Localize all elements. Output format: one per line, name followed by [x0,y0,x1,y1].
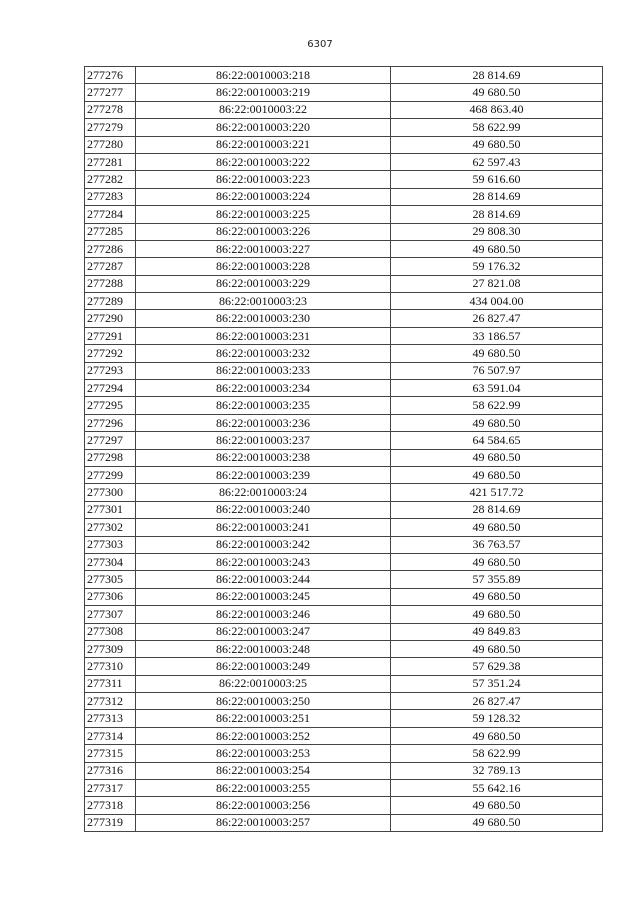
cadastral-number-cell: 86:22:0010003:238 [136,449,391,466]
row-id-cell: 277294 [85,380,136,397]
cadastral-number-cell: 86:22:0010003:254 [136,762,391,779]
cadastral-number-cell: 86:22:0010003:242 [136,536,391,553]
table-row [85,449,603,466]
table-row [85,380,603,397]
table-row [85,362,603,379]
cadastral-number-cell: 86:22:0010003:230 [136,310,391,327]
row-id-cell: 277297 [85,432,136,449]
cadastral-number-cell: 86:22:0010003:234 [136,380,391,397]
table-row [85,293,603,310]
table-row [85,536,603,553]
cadastral-value-cell: 63 591.04 [391,380,603,397]
table-row [85,206,603,223]
cadastral-number-cell: 86:22:0010003:235 [136,397,391,414]
cadastral-value-cell: 57 629.38 [391,658,603,675]
row-id-cell: 277319 [85,814,136,831]
cadastral-value-cell: 33 186.57 [391,327,603,344]
row-id-cell: 277318 [85,797,136,814]
cadastral-value-cell: 49 680.50 [391,797,603,814]
cadastral-number-cell: 86:22:0010003:232 [136,345,391,362]
table-row [85,675,603,692]
row-id-cell: 277314 [85,727,136,744]
cadastral-value-cell: 58 622.99 [391,745,603,762]
cadastral-value-cell: 57 355.89 [391,571,603,588]
cadastral-value-cell: 49 680.50 [391,240,603,257]
cadastral-value-cell: 28 814.69 [391,501,603,518]
cadastral-number-cell: 86:22:0010003:233 [136,362,391,379]
row-id-cell: 277316 [85,762,136,779]
cadastral-value-cell: 62 597.43 [391,153,603,170]
cadastral-number-cell: 86:22:0010003:229 [136,275,391,292]
cadastral-number-cell: 86:22:0010003:245 [136,588,391,605]
cadastral-value-cell: 421 517.72 [391,484,603,501]
cadastral-value-cell: 76 507.97 [391,362,603,379]
row-id-cell: 277315 [85,745,136,762]
cadastral-number-cell: 86:22:0010003:255 [136,780,391,797]
table-row [85,240,603,257]
cadastral-number-cell: 86:22:0010003:220 [136,119,391,136]
cadastral-value-cell: 64 584.65 [391,432,603,449]
cadastral-number-cell: 86:22:0010003:252 [136,727,391,744]
table-row [85,693,603,710]
table-row [85,310,603,327]
cadastral-value-cell: 49 680.50 [391,814,603,831]
cadastral-number-cell: 86:22:0010003:247 [136,623,391,640]
table-row [85,780,603,797]
table-row [85,223,603,240]
table-row [85,658,603,675]
cadastral-number-cell: 86:22:0010003:225 [136,206,391,223]
cadastral-number-cell: 86:22:0010003:248 [136,640,391,657]
cadastral-number-cell: 86:22:0010003:222 [136,153,391,170]
table-row [85,606,603,623]
cadastral-value-cell: 57 351.24 [391,675,603,692]
cadastral-value-cell: 28 814.69 [391,206,603,223]
cadastral-value-cell: 58 622.99 [391,397,603,414]
table-row [85,275,603,292]
cadastral-number-cell: 86:22:0010003:226 [136,223,391,240]
table-row [85,327,603,344]
row-id-cell: 277293 [85,362,136,379]
row-id-cell: 277280 [85,136,136,153]
cadastral-value-cell: 28 814.69 [391,67,603,84]
cadastral-value-cell: 49 680.50 [391,606,603,623]
row-id-cell: 277301 [85,501,136,518]
cadastral-number-cell: 86:22:0010003:250 [136,693,391,710]
table-row [85,588,603,605]
cadastral-number-cell: 86:22:0010003:249 [136,658,391,675]
cadastral-number-cell: 86:22:0010003:22 [136,101,391,118]
cadastral-value-cell: 49 680.50 [391,640,603,657]
table-row [85,397,603,414]
table-row [85,553,603,570]
cadastral-value-cell: 59 128.32 [391,710,603,727]
cadastral-value-cell: 49 849.83 [391,623,603,640]
cadastral-value-cell: 27 821.08 [391,275,603,292]
row-id-cell: 277276 [85,67,136,84]
row-id-cell: 277285 [85,223,136,240]
cadastral-number-cell: 86:22:0010003:246 [136,606,391,623]
table-row [85,67,603,84]
cadastral-number-cell: 86:22:0010003:236 [136,414,391,431]
table-row [85,188,603,205]
row-id-cell: 277298 [85,449,136,466]
cadastral-number-cell: 86:22:0010003:241 [136,519,391,536]
table-row [85,466,603,483]
table-row [85,153,603,170]
cadastral-number-cell: 86:22:0010003:231 [136,327,391,344]
table-row [85,414,603,431]
table-row [85,640,603,657]
cadastral-value-cell: 58 622.99 [391,119,603,136]
row-id-cell: 277286 [85,240,136,257]
cadastral-value-cell: 36 763.57 [391,536,603,553]
row-id-cell: 277299 [85,466,136,483]
row-id-cell: 277282 [85,171,136,188]
cadastral-value-cell: 26 827.47 [391,693,603,710]
table-row [85,345,603,362]
page-number: 6307 [307,39,333,50]
cadastral-value-cell: 59 176.32 [391,258,603,275]
table-row [85,136,603,153]
table-row [85,814,603,831]
row-id-cell: 277291 [85,327,136,344]
row-id-cell: 277308 [85,623,136,640]
cadastral-number-cell: 86:22:0010003:244 [136,571,391,588]
cadastral-value-cell: 434 004.00 [391,293,603,310]
cadastral-value-cell: 59 616.60 [391,171,603,188]
cadastral-value-cell: 28 814.69 [391,188,603,205]
table-row [85,797,603,814]
cadastral-value-cell: 49 680.50 [391,466,603,483]
row-id-cell: 277284 [85,206,136,223]
cadastral-value-cell: 49 680.50 [391,727,603,744]
row-id-cell: 277288 [85,275,136,292]
cadastral-value-cell: 468 863.40 [391,101,603,118]
row-id-cell: 277281 [85,153,136,170]
cadastral-value-table [84,66,603,832]
row-id-cell: 277278 [85,101,136,118]
row-id-cell: 277305 [85,571,136,588]
table-body [85,67,603,832]
table-row [85,519,603,536]
cadastral-number-cell: 86:22:0010003:24 [136,484,391,501]
row-id-cell: 277283 [85,188,136,205]
row-id-cell: 277310 [85,658,136,675]
cadastral-number-cell: 86:22:0010003:221 [136,136,391,153]
cadastral-number-cell: 86:22:0010003:256 [136,797,391,814]
row-id-cell: 277292 [85,345,136,362]
table-row [85,101,603,118]
cadastral-number-cell: 86:22:0010003:224 [136,188,391,205]
cadastral-value-cell: 49 680.50 [391,136,603,153]
cadastral-number-cell: 86:22:0010003:219 [136,84,391,101]
cadastral-number-cell: 86:22:0010003:228 [136,258,391,275]
cadastral-value-cell: 32 789.13 [391,762,603,779]
table-row [85,484,603,501]
table-row [85,745,603,762]
row-id-cell: 277309 [85,640,136,657]
table-row [85,710,603,727]
cadastral-number-cell: 86:22:0010003:218 [136,67,391,84]
table-row [85,432,603,449]
table-row [85,119,603,136]
cadastral-value-cell: 49 680.50 [391,588,603,605]
row-id-cell: 277277 [85,84,136,101]
cadastral-value-cell: 49 680.50 [391,553,603,570]
cadastral-number-cell: 86:22:0010003:23 [136,293,391,310]
cadastral-value-cell: 29 808.30 [391,223,603,240]
cadastral-number-cell: 86:22:0010003:223 [136,171,391,188]
cadastral-value-cell: 49 680.50 [391,414,603,431]
cadastral-number-cell: 86:22:0010003:251 [136,710,391,727]
row-id-cell: 277295 [85,397,136,414]
cadastral-number-cell: 86:22:0010003:257 [136,814,391,831]
row-id-cell: 277287 [85,258,136,275]
table-row [85,727,603,744]
cadastral-value-cell: 49 680.50 [391,345,603,362]
row-id-cell: 277290 [85,310,136,327]
row-id-cell: 277300 [85,484,136,501]
table-row [85,171,603,188]
row-id-cell: 277312 [85,693,136,710]
row-id-cell: 277296 [85,414,136,431]
cadastral-number-cell: 86:22:0010003:25 [136,675,391,692]
cadastral-value-cell: 55 642.16 [391,780,603,797]
cadastral-number-cell: 86:22:0010003:240 [136,501,391,518]
cadastral-number-cell: 86:22:0010003:227 [136,240,391,257]
cadastral-value-cell: 26 827.47 [391,310,603,327]
table-row [85,623,603,640]
table-row [85,258,603,275]
row-id-cell: 277313 [85,710,136,727]
table-row [85,571,603,588]
cadastral-number-cell: 86:22:0010003:243 [136,553,391,570]
cadastral-value-cell: 49 680.50 [391,449,603,466]
row-id-cell: 277303 [85,536,136,553]
row-id-cell: 277307 [85,606,136,623]
row-id-cell: 277317 [85,780,136,797]
table-row [85,501,603,518]
row-id-cell: 277289 [85,293,136,310]
cadastral-number-cell: 86:22:0010003:237 [136,432,391,449]
row-id-cell: 277306 [85,588,136,605]
row-id-cell: 277302 [85,519,136,536]
row-id-cell: 277304 [85,553,136,570]
cadastral-number-cell: 86:22:0010003:239 [136,466,391,483]
row-id-cell: 277311 [85,675,136,692]
cadastral-value-cell: 49 680.50 [391,519,603,536]
table-row [85,762,603,779]
table-row [85,84,603,101]
cadastral-value-cell: 49 680.50 [391,84,603,101]
row-id-cell: 277279 [85,119,136,136]
cadastral-number-cell: 86:22:0010003:253 [136,745,391,762]
